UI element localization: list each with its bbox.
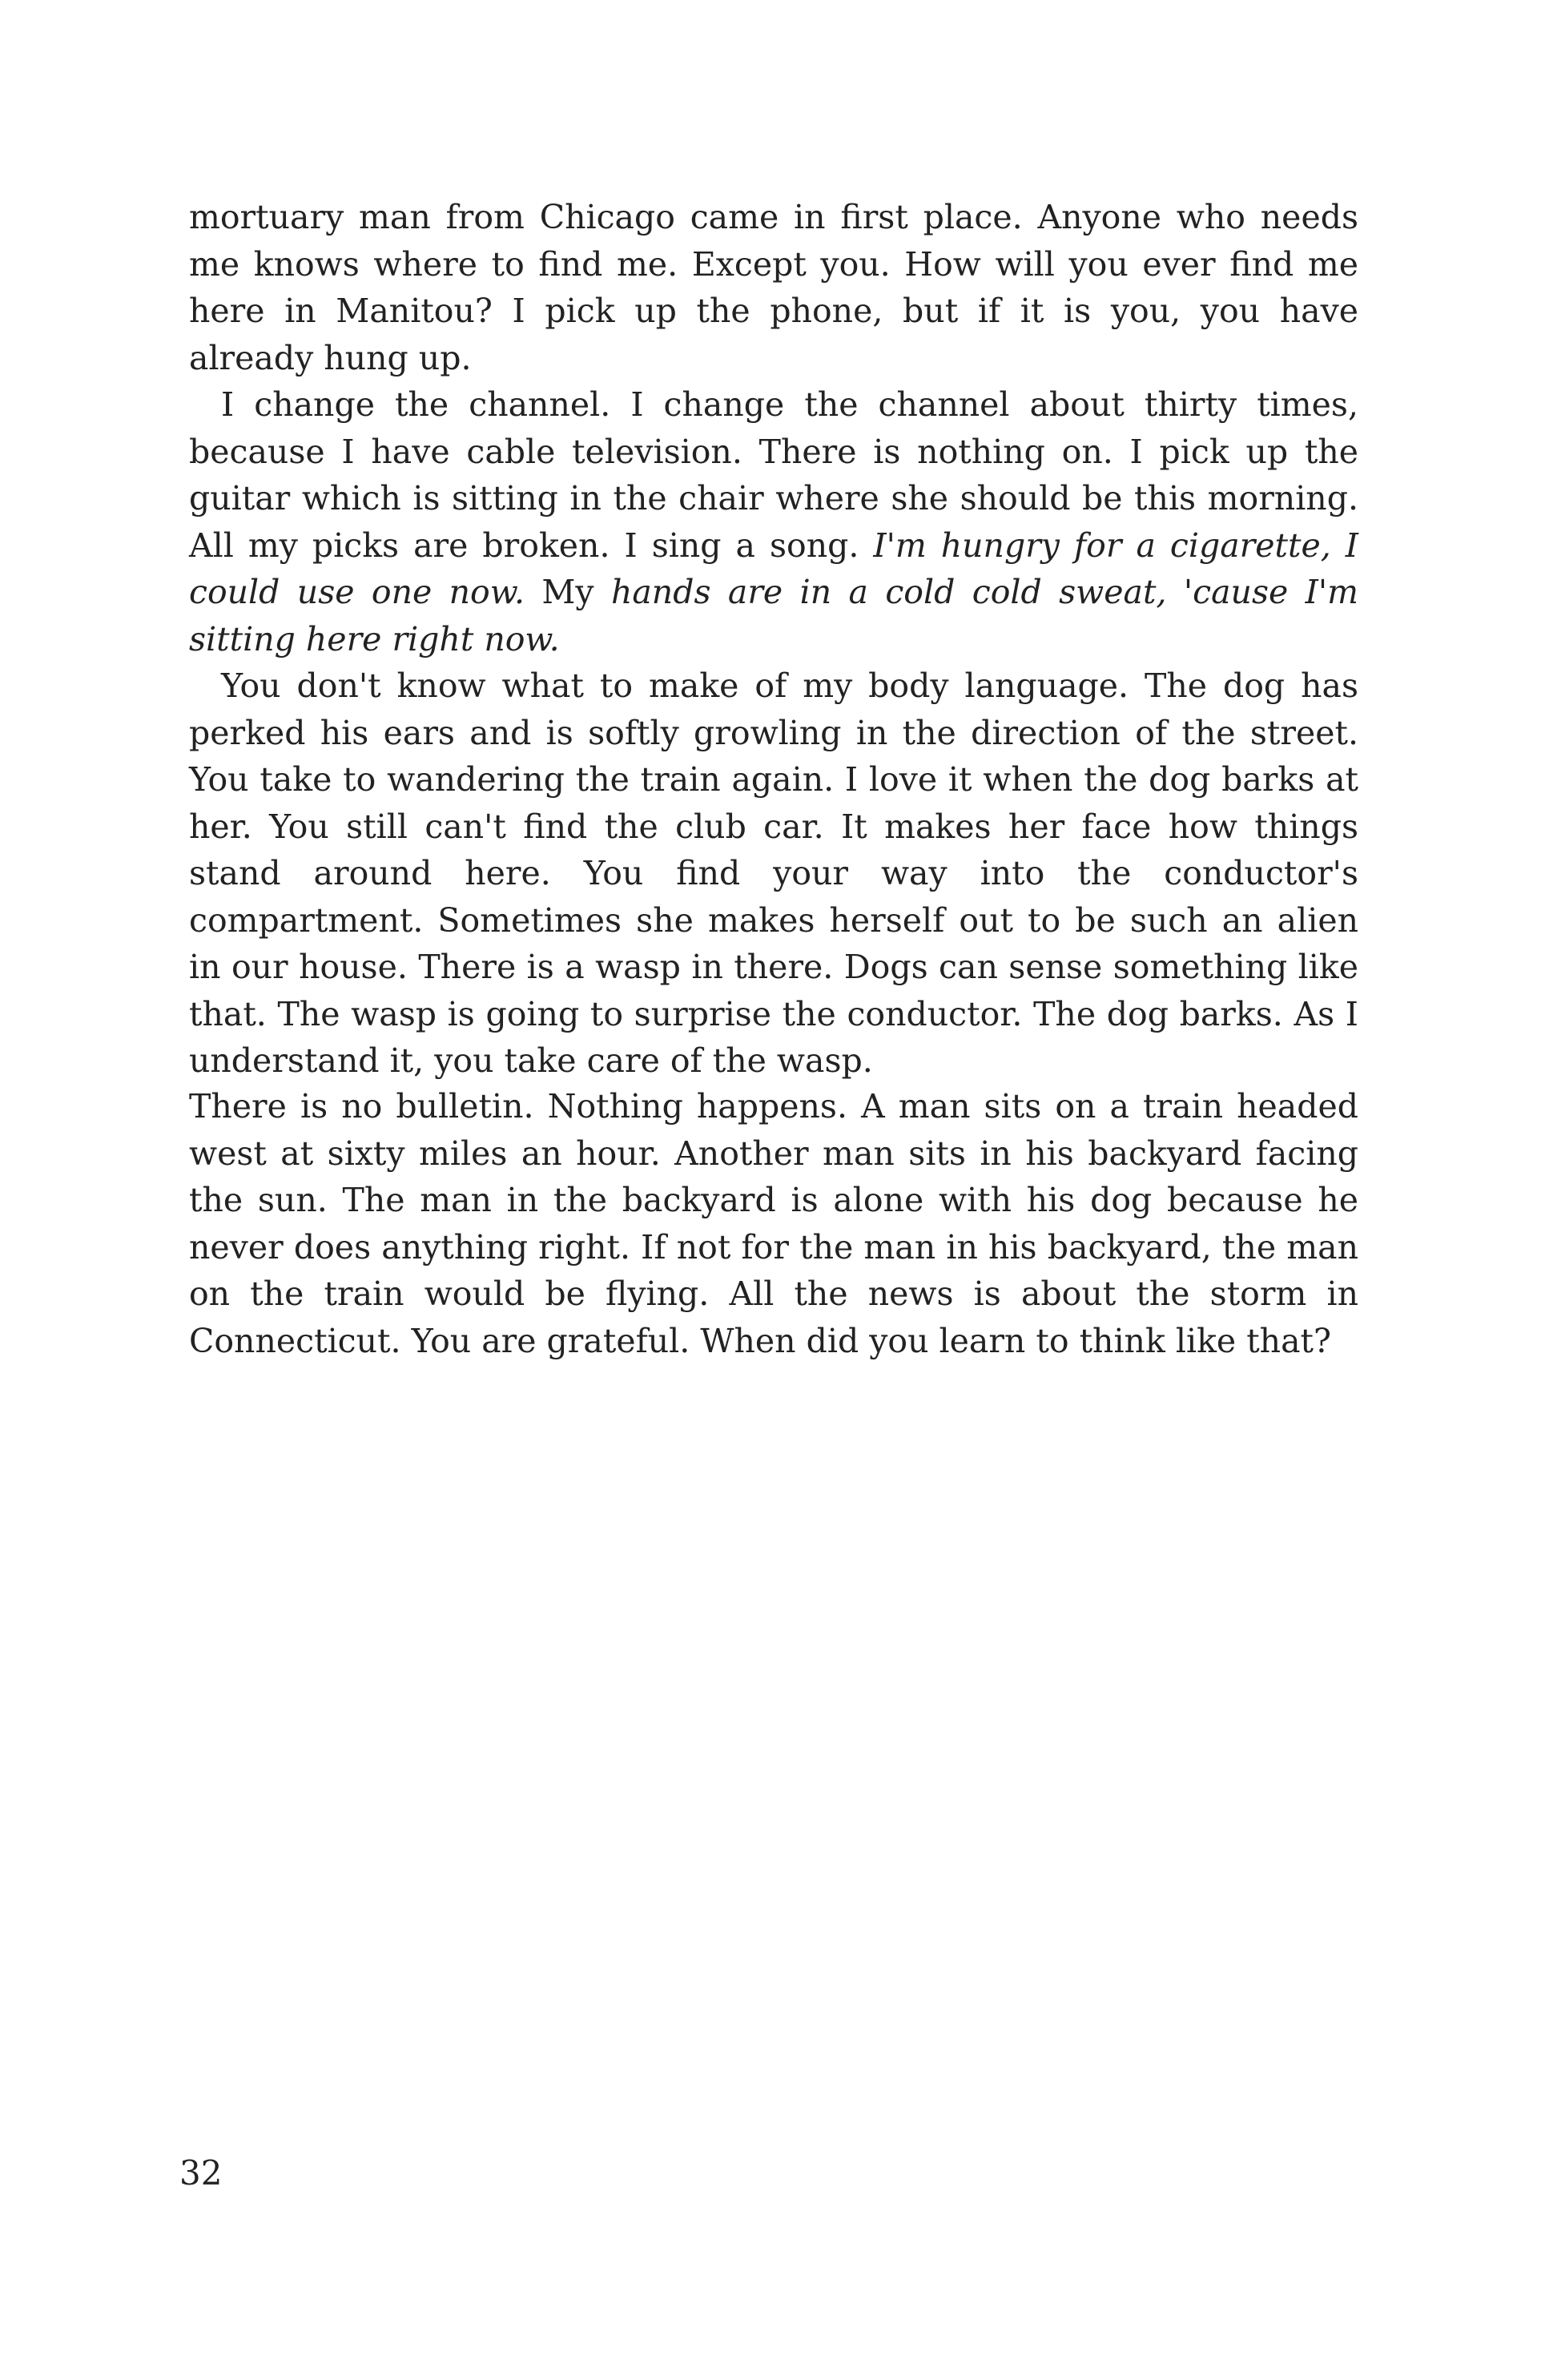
text-section-2 xyxy=(189,1083,1358,1364)
song-lyric-line-2: hands are in a cold cold sweat, 'cause I'm sitting here right now. xyxy=(189,573,1358,658)
text-section-1 xyxy=(189,194,1358,1085)
paragraph-1: mortuary man from Chicago came in first place. Anyone who needs me knows where to find me. Except you. How will you ever find me here in Manitou? I pick up the phone, but if it is you, you have already hung up. xyxy=(189,198,1358,377)
paragraph-4: There is no bulletin. Nothing happens. A man sits on a train headed west at sixty miles an hour. Another man sits in his backyard facing the sun. The man in the backyard is alone with his dog because he never does anything right. If not for the man in his backyard, the man on the train would be flying. All the news is about the storm in Connecticut. You are grateful. When did you learn to think like that? xyxy=(189,1087,1358,1360)
paragraph-2-text: I change the channel. I change the channel about thirty times, because I have cable television. There is nothing on. I pick up the guitar which is sitting in the chair where she should be this morning. All my picks are broken. I sing a song. xyxy=(189,385,1358,565)
page-number: 32 xyxy=(179,2153,223,2193)
paragraph-2-connector: My xyxy=(525,573,611,611)
paragraph-2 xyxy=(189,381,1358,662)
song-lyric-line-1: I'm hungry for a cigarette, I could use one now. xyxy=(189,526,1358,611)
paragraph-3: You don't know what to make of my body language. The dog has perked his ears and is softly growling in the direction of the street. You take to wandering the train again. I love it when the dog barks at her. You still can't find the club car. It makes her face how things stand around here. You find your way into the conductor's compartment. Sometimes she makes herself out to be such an alien in our house. There is a wasp in there. Dogs can sense something like that. The wasp is going to surprise the conductor. The dog barks. As I understand it, you take care of the wasp. xyxy=(189,666,1358,1080)
